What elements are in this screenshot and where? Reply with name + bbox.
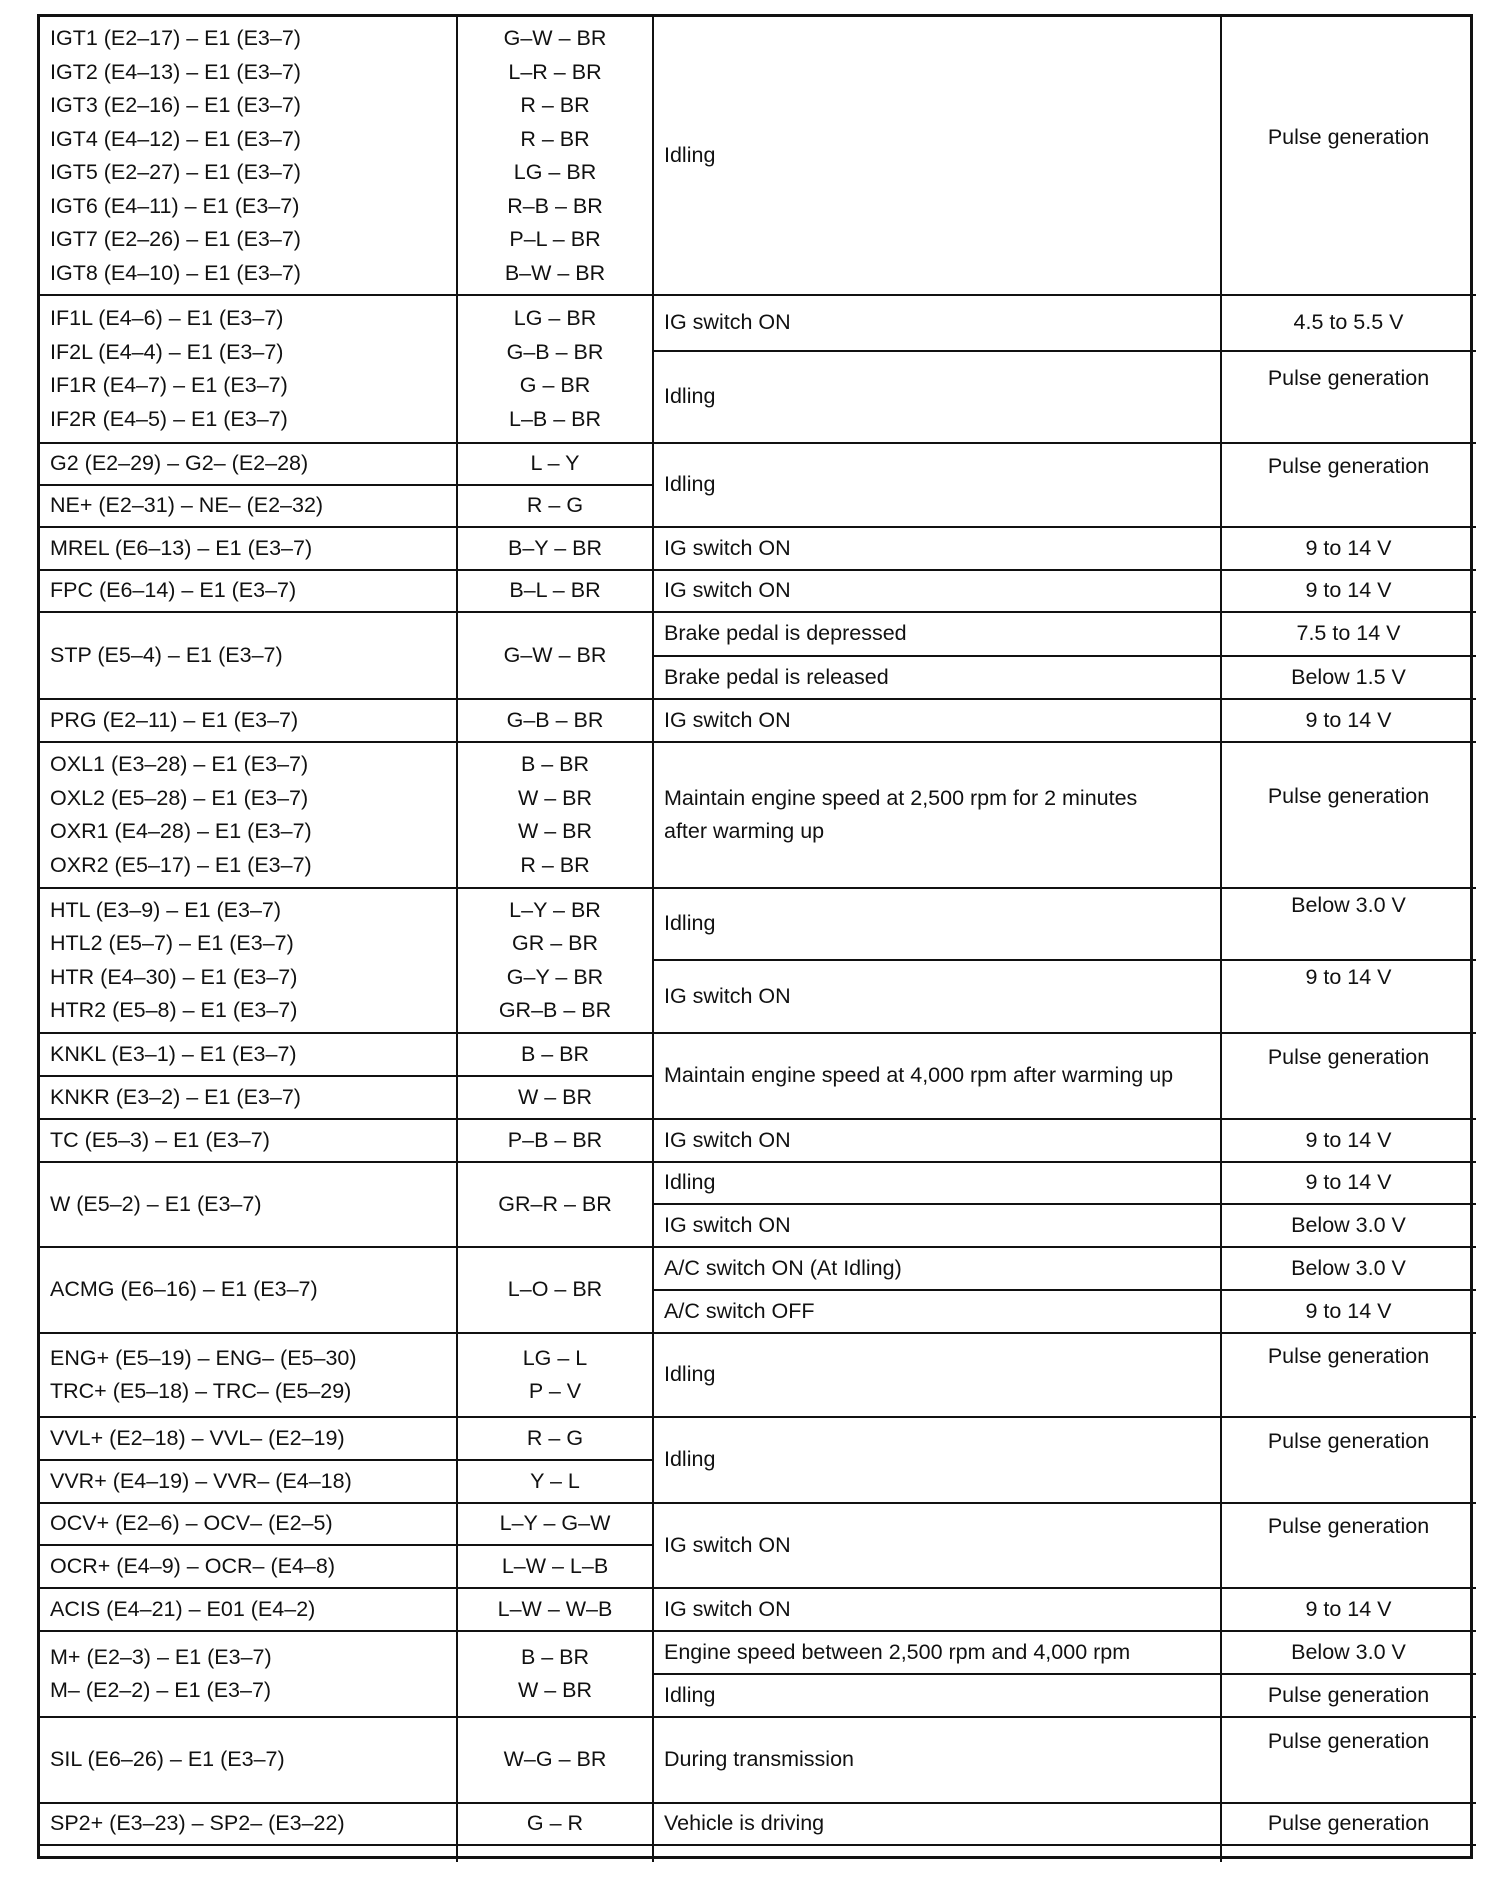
specified-value: Pulse generation bbox=[1267, 124, 1430, 149]
wire-color: R–B – BR bbox=[507, 193, 603, 218]
wire-color: B – BR bbox=[520, 1644, 590, 1669]
terminal-label: VVR+ (E4–19) – VVR– (E4–18) bbox=[50, 1468, 352, 1493]
table-rule bbox=[40, 1459, 653, 1461]
wire-color: LG – L bbox=[522, 1345, 588, 1370]
table-rule bbox=[40, 1544, 653, 1546]
condition-text: Idling bbox=[664, 1362, 716, 1387]
table-rule bbox=[653, 611, 1476, 613]
terminal-label: NE+ (E2–31) – NE– (E2–32) bbox=[50, 493, 324, 518]
wire-color: B – BR bbox=[520, 752, 590, 776]
condition-text: IG switch ON bbox=[664, 1212, 791, 1237]
wire-color: L–O – BR bbox=[507, 1277, 603, 1302]
table-rule bbox=[653, 526, 1476, 528]
wire-color: R – G bbox=[526, 1425, 584, 1450]
condition-text: Maintain engine speed at 4,000 rpm after warming up bbox=[664, 1063, 1174, 1088]
specified-value: Below 3.0 V bbox=[1291, 1212, 1406, 1237]
terminal-label: IF1L (E4–6) – E1 (E3–7) bbox=[50, 306, 284, 330]
wire-color: G–Y – BR bbox=[506, 964, 604, 989]
wire-color: L–W – W–B bbox=[497, 1596, 613, 1621]
condition-text: Brake pedal is released bbox=[664, 664, 889, 689]
terminal-label: OXR2 (E5–17) – E1 (E3–7) bbox=[50, 852, 312, 877]
wire-color: B–W – BR bbox=[504, 260, 606, 285]
terminal-label: ENG+ (E5–19) – ENG– (E5–30) bbox=[50, 1345, 357, 1370]
specified-value: Pulse generation bbox=[1267, 1811, 1430, 1836]
wire-color: L–R – BR bbox=[508, 59, 602, 84]
condition-text: Idling bbox=[664, 1170, 716, 1195]
condition-text: IG switch ON bbox=[664, 1596, 791, 1621]
table-rule bbox=[40, 1161, 653, 1163]
condition-text: Idling bbox=[664, 1447, 716, 1472]
specified-value: 7.5 to 14 V bbox=[1296, 621, 1401, 646]
wire-color: R – BR bbox=[520, 126, 590, 151]
specified-value: 9 to 14 V bbox=[1305, 578, 1392, 603]
terminal-label: IGT5 (E2–27) – E1 (E3–7) bbox=[50, 160, 301, 184]
table-rule bbox=[40, 1844, 653, 1846]
terminal-label: IF2R (E4–5) – E1 (E3–7) bbox=[50, 406, 288, 431]
terminal-label: HTR2 (E5–8) – E1 (E3–7) bbox=[50, 998, 298, 1022]
terminal-label: OXL1 (E3–28) – E1 (E3–7) bbox=[50, 752, 309, 776]
terminal-label: IGT3 (E2–16) – E1 (E3–7) bbox=[50, 93, 301, 117]
condition-text: IG switch ON bbox=[664, 535, 791, 560]
wire-color: P–B – BR bbox=[507, 1127, 603, 1152]
specified-value: 9 to 14 V bbox=[1305, 707, 1392, 732]
terminal-label: STP (E5–4) – E1 (E3–7) bbox=[50, 642, 283, 667]
terminal-label: OCV+ (E2–6) – OCV– (E2–5) bbox=[50, 1511, 333, 1536]
condition-text: Vehicle is driving bbox=[664, 1811, 825, 1836]
table-rule bbox=[40, 526, 653, 528]
terminal-label: IGT6 (E4–11) – E1 (E3–7) bbox=[50, 193, 300, 218]
terminal-label: TRC+ (E5–18) – TRC– (E5–29) bbox=[50, 1379, 352, 1403]
terminal-label: VVL+ (E2–18) – VVL– (E2–19) bbox=[50, 1425, 345, 1450]
table-rule bbox=[653, 1502, 1476, 1504]
terminal-label: FPC (E6–14) – E1 (E3–7) bbox=[50, 578, 297, 603]
table-rule bbox=[40, 741, 653, 743]
table-rule bbox=[40, 1032, 653, 1034]
table-rule bbox=[40, 1416, 653, 1418]
table-rule bbox=[653, 294, 1476, 296]
specified-value: 9 to 14 V bbox=[1305, 1596, 1392, 1621]
condition-text: IG switch ON bbox=[664, 578, 791, 603]
table-rule bbox=[653, 1630, 1476, 1632]
wire-color: GR–B – BR bbox=[498, 998, 612, 1022]
terminal-label: M– (E2–2) – E1 (E3–7) bbox=[50, 1678, 272, 1702]
wire-color: LG – BR bbox=[513, 160, 597, 184]
terminal-label: IGT2 (E4–13) – E1 (E3–7) bbox=[50, 59, 301, 84]
table-rule bbox=[653, 1161, 1476, 1163]
wire-color: G–W – BR bbox=[503, 26, 607, 50]
table-rule bbox=[653, 1332, 1476, 1334]
table-rule bbox=[40, 569, 653, 571]
wire-color: R – BR bbox=[520, 852, 590, 877]
table-rule bbox=[653, 1246, 1476, 1248]
wire-color: W – BR bbox=[517, 1678, 593, 1702]
table-rule bbox=[653, 1673, 1476, 1675]
condition-text: Brake pedal is depressed bbox=[664, 621, 907, 646]
table-rule bbox=[40, 1246, 653, 1248]
condition-text: IG switch ON bbox=[664, 1127, 791, 1152]
table-rule bbox=[40, 1502, 653, 1504]
table-rule bbox=[40, 698, 653, 700]
condition-text: Idling bbox=[664, 143, 716, 168]
specified-value: Pulse generation bbox=[1267, 365, 1430, 390]
condition-text: Engine speed between 2,500 rpm and 4,000 rpm bbox=[664, 1639, 1131, 1664]
table-rule bbox=[653, 569, 1476, 571]
table-rule bbox=[653, 1844, 1476, 1846]
wire-color: G–B – BR bbox=[506, 707, 604, 732]
wire-color: B–Y – BR bbox=[507, 535, 603, 560]
table-rule bbox=[653, 698, 1476, 700]
wire-color: L–Y – BR bbox=[509, 897, 601, 922]
specified-value: Pulse generation bbox=[1267, 783, 1430, 808]
terminal-label: KNKL (E3–1) – E1 (E3–7) bbox=[50, 1041, 297, 1066]
terminal-label: SIL (E6–26) – E1 (E3–7) bbox=[50, 1747, 285, 1772]
table-rule bbox=[653, 1118, 1476, 1120]
condition-text: A/C switch ON (At Idling) bbox=[664, 1255, 902, 1280]
wire-color: L–Y – G–W bbox=[499, 1511, 611, 1536]
wire-color: P – V bbox=[528, 1379, 582, 1403]
specified-value: Pulse generation bbox=[1267, 1428, 1430, 1453]
wire-color: L–B – BR bbox=[508, 406, 602, 431]
table-rule bbox=[40, 1802, 653, 1804]
specified-value: Pulse generation bbox=[1267, 1343, 1430, 1368]
table-rule bbox=[40, 611, 653, 613]
condition-text: Idling bbox=[664, 1682, 716, 1707]
condition-text: Idling bbox=[664, 911, 716, 936]
terminal-label: OXR1 (E4–28) – E1 (E3–7) bbox=[50, 819, 312, 843]
table-rule bbox=[653, 655, 1476, 657]
terminal-label: TC (E5–3) – E1 (E3–7) bbox=[50, 1127, 270, 1152]
wire-color: L–W – L–B bbox=[501, 1553, 609, 1578]
table-rule bbox=[40, 1716, 653, 1718]
specified-value: 9 to 14 V bbox=[1305, 1298, 1392, 1323]
wire-color: B – BR bbox=[520, 1041, 590, 1066]
wire-color: B–L – BR bbox=[509, 578, 601, 603]
table-rule bbox=[40, 1332, 653, 1334]
specified-value: Pulse generation bbox=[1267, 1682, 1430, 1707]
table-rule bbox=[653, 741, 1476, 743]
condition-text: A/C switch OFF bbox=[664, 1298, 815, 1323]
condition-text: IG switch ON bbox=[664, 707, 791, 732]
table-rule bbox=[653, 1802, 1476, 1804]
terminal-label: IGT1 (E2–17) – E1 (E3–7) bbox=[50, 26, 301, 50]
terminal-label: HTL (E3–9) – E1 (E3–7) bbox=[50, 897, 282, 922]
wire-color: P–L – BR bbox=[509, 227, 601, 251]
condition-text: IG switch ON bbox=[664, 310, 791, 335]
terminal-label: IGT4 (E4–12) – E1 (E3–7) bbox=[50, 126, 301, 151]
specified-value: Below 3.0 V bbox=[1291, 892, 1406, 917]
table-rule bbox=[40, 1630, 653, 1632]
table-rule bbox=[653, 1289, 1476, 1291]
terminal-label: MREL (E6–13) – E1 (E3–7) bbox=[50, 535, 313, 560]
specified-value: Pulse generation bbox=[1267, 1514, 1430, 1538]
specified-value: 4.5 to 5.5 V bbox=[1293, 310, 1404, 335]
condition-text: Idling bbox=[664, 472, 716, 497]
terminal-label: G2 (E2–29) – G2– (E2–28) bbox=[50, 451, 309, 476]
terminal-label: IF2L (E4–4) – E1 (E3–7) bbox=[50, 339, 284, 364]
terminal-label: IGT8 (E4–10) – E1 (E3–7) bbox=[50, 260, 301, 285]
specified-value: Pulse generation bbox=[1267, 1044, 1430, 1069]
terminal-label: M+ (E2–3) – E1 (E3–7) bbox=[50, 1644, 272, 1669]
specified-value: Below 1.5 V bbox=[1291, 664, 1406, 689]
terminal-label: OXL2 (E5–28) – E1 (E3–7) bbox=[50, 785, 309, 810]
condition-text: IG switch ON bbox=[664, 1532, 791, 1557]
wire-color: LG – BR bbox=[513, 306, 597, 330]
wire-color: L – Y bbox=[530, 451, 580, 476]
condition-text: after warming up bbox=[664, 819, 825, 843]
specified-value: 9 to 14 V bbox=[1305, 1127, 1392, 1152]
table-rule bbox=[40, 1587, 653, 1589]
wire-color: G – BR bbox=[519, 373, 591, 397]
specified-value: 9 to 14 V bbox=[1305, 1170, 1392, 1195]
table-rule bbox=[40, 294, 653, 296]
terminal-label: W (E5–2) – E1 (E3–7) bbox=[50, 1191, 262, 1216]
wire-color: W – BR bbox=[517, 1084, 593, 1109]
table-rule bbox=[653, 1032, 1476, 1034]
terminal-label: HTL2 (E5–7) – E1 (E3–7) bbox=[50, 931, 294, 955]
condition-text: Idling bbox=[664, 384, 716, 409]
table-rule bbox=[653, 1716, 1476, 1718]
table-rule bbox=[653, 442, 1476, 444]
terminal-label: OCR+ (E4–9) – OCR– (E4–8) bbox=[50, 1553, 335, 1578]
terminal-label: IGT7 (E2–26) – E1 (E3–7) bbox=[50, 227, 301, 251]
wire-color: R – BR bbox=[520, 93, 590, 117]
specified-value: Pulse generation bbox=[1267, 453, 1430, 478]
terminal-label: SP2+ (E3–23) – SP2– (E3–22) bbox=[50, 1811, 345, 1836]
table-rule bbox=[40, 1118, 653, 1120]
wire-color: G–W – BR bbox=[503, 642, 607, 667]
wire-color: W – BR bbox=[517, 819, 593, 843]
terminal-label: ACIS (E4–21) – E01 (E4–2) bbox=[50, 1596, 316, 1621]
table-rule bbox=[40, 887, 653, 889]
condition-text: IG switch ON bbox=[664, 983, 791, 1008]
terminal-label: HTR (E4–30) – E1 (E3–7) bbox=[50, 964, 298, 989]
specified-value: Pulse generation bbox=[1267, 1728, 1430, 1753]
condition-text: During transmission bbox=[664, 1747, 854, 1772]
table-rule bbox=[653, 350, 1476, 352]
terminal-label: ACMG (E6–16) – E1 (E3–7) bbox=[50, 1277, 318, 1302]
wire-color: GR – BR bbox=[511, 931, 599, 955]
terminal-label: IF1R (E4–7) – E1 (E3–7) bbox=[50, 373, 288, 397]
table-rule bbox=[653, 1203, 1476, 1205]
table-rule bbox=[40, 1075, 653, 1077]
terminal-label: PRG (E2–11) – E1 (E3–7) bbox=[50, 707, 299, 732]
wire-color: W–G – BR bbox=[503, 1747, 607, 1772]
wire-color: R – G bbox=[526, 493, 584, 518]
wire-color: GR–R – BR bbox=[498, 1191, 612, 1216]
terminal-label: KNKR (E3–2) – E1 (E3–7) bbox=[50, 1084, 301, 1109]
terminal-inspection-table bbox=[37, 14, 1473, 1859]
table-rule bbox=[40, 484, 653, 486]
wire-color: G–B – BR bbox=[506, 339, 604, 364]
specified-value: 9 to 14 V bbox=[1305, 965, 1392, 989]
wire-color: G – R bbox=[526, 1811, 584, 1836]
table-rule bbox=[653, 1416, 1476, 1418]
table-rule bbox=[40, 442, 653, 444]
condition-text: Maintain engine speed at 2,500 rpm for 2 minutes bbox=[664, 785, 1138, 810]
specified-value: Below 3.0 V bbox=[1291, 1639, 1406, 1664]
wire-color: Y – L bbox=[530, 1468, 580, 1493]
specified-value: Below 3.0 V bbox=[1291, 1255, 1406, 1280]
table-rule bbox=[653, 1587, 1476, 1589]
wire-color: W – BR bbox=[517, 785, 593, 810]
specified-value: 9 to 14 V bbox=[1305, 535, 1392, 560]
